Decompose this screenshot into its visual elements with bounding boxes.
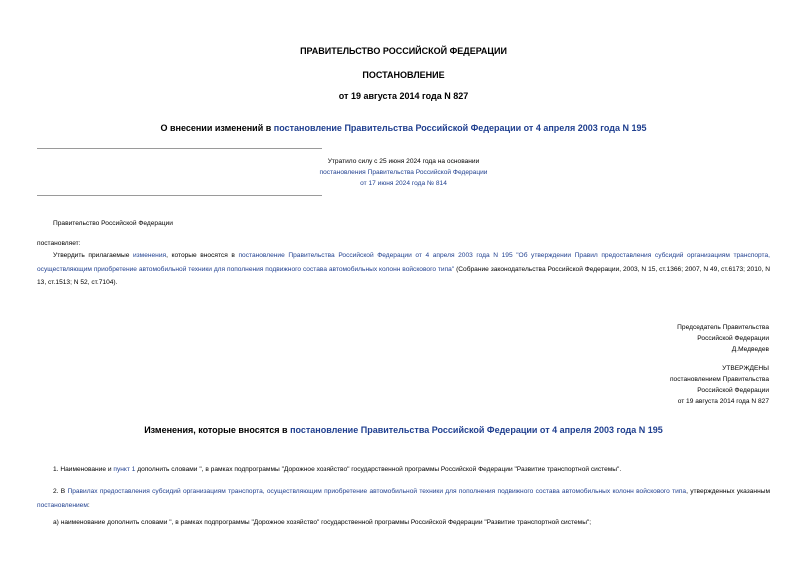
- status-link-2[interactable]: от 17 июня 2024 года № 814: [360, 180, 447, 187]
- item-1: [53, 464, 773, 475]
- item-1-text-a: 1. Наименование и: [53, 466, 114, 473]
- doc-type: ПОСТАНОВЛЕНИЕ: [362, 70, 445, 80]
- changes-title: [0, 425, 807, 435]
- changes-title-link[interactable]: постановление Правительства Российской Федерации от 4 апреля 2003 года N 195: [290, 425, 663, 435]
- status-link-1[interactable]: постановления Правительства Российской Федерации: [319, 169, 488, 176]
- item-2-link-rules[interactable]: Правилах предоставления субсидий организациям транспорта, осуществляющим приобретение автомобильной техники для пополнения подвижного состава автомобильных колонн войскового типа: [67, 488, 687, 495]
- p1-text-c: (Собрание законодательства Российской Федерации, 2003, N 15, ст.1366; 2007, N 49, ст.6173; 2010, N 13, ст.1513; N 52, ст.7104).: [37, 265, 771, 286]
- title-link[interactable]: постановление Правительства Российской Федерации от 4 апреля 2003 года N 195: [273, 123, 647, 133]
- signature-line-1: Председатель Правительства: [677, 324, 769, 331]
- item-a: а) наименование дополнить словами ", в рамках подпрограммы "Дорожное хозяйство" государственной программы Российской Федерации "Развитие транспортной системы";: [53, 519, 592, 526]
- approved-line-2: постановлением Правительства: [669, 376, 769, 383]
- approved-line-3: Российской Федерации: [697, 387, 769, 394]
- document-title: [0, 123, 807, 133]
- item-1-link[interactable]: пункт 1: [113, 466, 136, 473]
- item-2: [37, 485, 770, 512]
- government-label: Правительство Российской Федерации: [53, 220, 173, 227]
- p1-text-b: , которые вносятся в: [166, 252, 239, 259]
- item-2-text-c: :: [87, 501, 90, 509]
- signature-name: Д.Медведев: [731, 346, 769, 353]
- org-name: ПРАВИТЕЛЬСТВО РОССИЙСКОЙ ФЕДЕРАЦИИ: [300, 46, 507, 56]
- item-2-text-b: , утвержденных указанным: [686, 488, 770, 495]
- main-paragraph: [37, 249, 770, 290]
- item-2-text-a: 2. В: [53, 488, 68, 495]
- item-1-text-b: дополнить словами ", в рамках подпрограммы "Дорожное хозяйство" государственной программы Российской Федерации "Развитие транспортной системы".: [135, 466, 622, 473]
- doc-date-number: от 19 августа 2014 года N 827: [338, 91, 469, 101]
- divider-top: [37, 148, 322, 149]
- status-line-1: Утратило силу с 25 июня 2024 года на основании: [327, 158, 480, 165]
- divider-bottom: [37, 195, 322, 196]
- p1-text-a: Утвердить прилагаемые: [53, 252, 133, 259]
- item-2-link-decree[interactable]: постановлением: [37, 501, 88, 509]
- title-prefix: О внесении изменений в: [160, 123, 274, 133]
- approved-line-1: УТВЕРЖДЕНЫ: [722, 365, 769, 372]
- p1-link-changes[interactable]: изменения: [132, 252, 167, 259]
- p1-link-decree[interactable]: постановление Правительства Российской Федерации от 4 апреля 2003 года N 195 "Об утверждении Правил предоставления субсидий организациям транспорта, осуществляющим приобретение автомобильной техники для пополнения подвижного состава автомобильных колонн войскового типа": [37, 252, 770, 273]
- changes-title-prefix: Изменения, которые вносятся в: [144, 425, 291, 435]
- decrees-label: постановляет:: [37, 240, 81, 247]
- approved-line-4: от 19 августа 2014 года N 827: [677, 398, 769, 405]
- signature-line-2: Российской Федерации: [697, 335, 769, 342]
